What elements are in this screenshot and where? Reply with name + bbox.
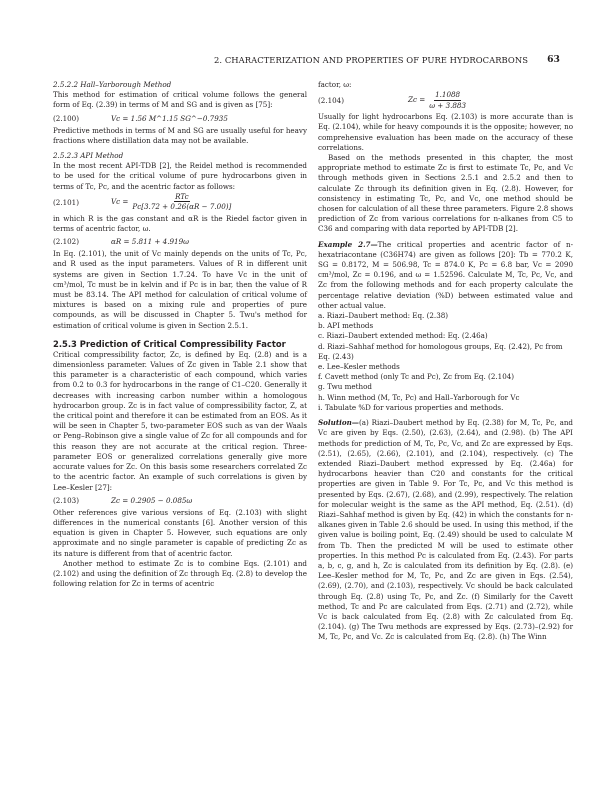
equation-number: (2.104) bbox=[318, 96, 345, 106]
paragraph-critical-compressibility: Critical compressibility factor, Zc, is defined by Eq. (2.8) and is a dimensionless parameter. Values of Zc given in Table 2.1 show that this parameter is a characteristic of each compound, which varies from 0.2 to 0.3 for hydrocarbons in the range of C1–C20. Generally it decreases with increasing carbon number within a homologous hydrocarbon group. Zc is in fact value of compressibility factor, Z, at the critical point and therefore it can be estimated from an EOS. As it will be seen in Chapter 5, two-parameter EOS such as van der Waals or Peng–Robinson give a single value of Zc for all compounds and for this reason they are not accurate at the critical region. Three-parameter EOS or generalized correlations generally give more accurate values for Zc. On this basis some researchers correlated Zc to the acentric factor. An example of such correlations is given by Lee–Kesler [27]: bbox=[53, 349, 307, 492]
list-item: f. Cavett method (only Tc and Pc), Zc from Eq. (2.104) bbox=[318, 372, 515, 382]
list-item: c. Riazi–Daubert extended method: Eq. (2.46a) bbox=[318, 331, 488, 341]
paragraph-based-on-methods: Based on the methods presented in this chapter, the most appropriate method to estimate Zc is first to estimate Tc, Pc, and Vc through methods given in Sections 2.5.1 and 2.5.2 and then to calculate Zc through its definition given in Eq. (2.8). However, for consistency in estimating Tc, Pc, and Vc, one method should be chosen for calculation of all these three parameters. Figure 2.8 shows prediction of Zc from various correlations for n-alkanes from C5 to C36 and comparing with data reported by API-TDB [2]. bbox=[318, 153, 573, 234]
paragraph-factor: factor, ω: bbox=[318, 80, 352, 89]
example-label: Example 2.7— bbox=[318, 239, 378, 249]
paragraph-api-method: In the most recent API-TDB [2], the Reidel method is recommended to be used for the critical volume of pure hydrocarbons given in terms of Tc, Pc, and the acentric factor as follows: bbox=[53, 161, 307, 191]
paragraph-riedel-factor: in which R is the gas constant and αR is the Riedel factor given in terms of acentric factor, ω. bbox=[53, 213, 307, 234]
chapter-title: 2. CHARACTERIZATION AND PROPERTIES OF PURE HYDROCARBONS bbox=[214, 55, 528, 65]
list-item: e. Lee–Kesler methods bbox=[318, 362, 400, 372]
equation-body: Zc = 0.2905 − 0.085ω bbox=[111, 495, 193, 505]
paragraph-predictive: Predictive methods in terms of M and SG are usually useful for heavy fractions where distillation data may not be available. bbox=[53, 125, 307, 145]
paragraph-usually: Usually for light hydrocarbons Eq. (2.103) is more accurate than is Eq. (2.104), while for heavy compounds it is the opposite; however, no comprehensive evaluation has been made on the accuracy of these correlations. bbox=[318, 112, 573, 152]
equation-number: (2.102) bbox=[53, 237, 80, 247]
equation-fraction bbox=[408, 90, 466, 110]
list-item: h. Winn method (M, Tc, Pc) and Hall–Yarborough for Vc bbox=[318, 392, 520, 402]
equation-body: αR = 5.811 + 4.919ω bbox=[111, 237, 189, 247]
solution-label: Solution— bbox=[318, 418, 359, 428]
solution bbox=[318, 418, 573, 642]
example-text: The critical properties and acentric factor of n-hexatriacontane (C36H74) are given as follows [20]: Tb = 770.2 K, SG = 0.8172, M = 506.98, Tc = 874.0 K, Pc = 6.8 bar, Vc = 2090 cm³/mol, Zc = 0.196, and ω = 1.52596. Calculate M, Tc, Pc, Vc, and Zc from the following methods and for each property calculate the percentage relative deviation (%D) between estimated value and other actual value. bbox=[318, 239, 573, 310]
paragraph-hall-method: This method for estimation of critical volume follows the general form of Eq. (2.39) in terms of M and SG and is given as [75]: bbox=[53, 90, 307, 110]
list-item: g. Twu method bbox=[318, 382, 372, 392]
running-header bbox=[0, 53, 604, 67]
equation-body: Vc = 1.56 M^1.15 SG^−0.7935 bbox=[111, 113, 228, 123]
equation-number: (2.100) bbox=[53, 113, 80, 123]
left-column bbox=[53, 80, 307, 589]
paragraph-units: In Eq. (2.101), the unit of Vc mainly depends on the units of Tc, Pc, and R used as the input parameters. Values of R in different unit systems are given in Section 1.7.24. To have Vc in the unit of cm³/mol, Tc must be in kelvin and if Pc is in bar, then the value of R must be 83.14. The API method for calculation of critical volume of mixtures is based on a mixing rule and properties of pure compounds, as will be discussed in Chapter 5. Twu's method for estimation of critical volume is given in Section 2.5.1. bbox=[53, 249, 307, 330]
equation-number: (2.101) bbox=[53, 197, 80, 207]
denominator: Pc[3.72 + 0.26(αR − 7.00)] bbox=[132, 202, 232, 212]
equation-lhs: Zc = bbox=[408, 95, 426, 105]
equation-2-104 bbox=[318, 90, 573, 112]
equation-fraction bbox=[111, 192, 231, 212]
example-2-7 bbox=[318, 240, 573, 311]
equation-2-100 bbox=[53, 111, 307, 126]
denominator: ω + 3.883 bbox=[429, 100, 467, 110]
example-task-list bbox=[318, 311, 573, 413]
list-item: d. Riazi–Sahhaf method for homologous groups, Eq. (2.42), Pc from Eq. (2.43) bbox=[318, 341, 563, 361]
equation-2-101 bbox=[53, 192, 307, 214]
equation-2-102 bbox=[53, 234, 307, 249]
section-heading-api-method: 2.5.2.3 API Method bbox=[53, 151, 124, 161]
section-heading-2-5-3: 2.5.3 Prediction of Critical Compressibility Factor bbox=[53, 338, 286, 349]
solution-text: (a) Riazi–Daubert method by Eq. (2.38) for M, Tc, Pc, and Vc are given by Eqs. (2.50), (2.63), (2.64), and (2.98). (b) The API methods for prediction of M, Tc, Pc, Vc, and Zc are expressed by Eqs. (2.51), (2.65), (2.66), (2.101), and (2.104), respectively. (c) The extended Riazi–Daubert method expressed by Eq. (2.46a) for hydrocarbons heavier than C20 and constants for the critical properties are given in Table 9. For Tc, Pc, and Vc this method is presented by Eqs. (2.67), (2.68), and (2.99), respectively. The relation for molecular weight is the same as the API method, Eq. (2.51). (d) Riazi–Sahhaf method is given by Eq. (42) in which the constants for n-alkanes given in Table 2.6 should be used. In using this method, if the given value is boiling point, Eq. (2.49) should be used to calculate M from Tb. Then the predicted M will be used to estimate other properties. In this method Pc is calculated from Eq. (2.43). For parts a, b, c, g, and h, Zc is calculated from its definition by Eq. (2.8). (e) Lee–Kesler method for M, Tc, Pc, and Zc are given in Eqs. (2.54), (2.69), (2.70), and (2.103), respectively. Vc should be back calculated through Eq. (2.8) using Tc, Pc, and Zc. (f) Similarly for the Cavett method, Tc and Pc are calculated from Eqs. (2.71) and (2.72), while Vc is back calculated from Eq. (2.8) with Zc calculated from Eq. (2.104). (g) The Twu methods are expressed by Eqs. (2.73)–(2.92) for M, Tc, Pc, and Vc. Zc is calculated from Eq. (2.8). (h) The Winn bbox=[318, 418, 573, 642]
equation-2-103 bbox=[53, 493, 307, 508]
numerator: 1.1088 bbox=[435, 90, 461, 100]
numerator: RTc bbox=[175, 191, 189, 201]
right-column bbox=[318, 80, 573, 643]
paragraph-another-method: Another method to estimate Zc is to combine Eqs. (2.101) and (2.102) and using the definition of Zc through Eq. (2.8) to develop the following relation for Zc in terms of acentric bbox=[53, 558, 307, 589]
paragraph-other-references: Other references give various versions of Eq. (2.103) with slight differences in the numerical constants [6]. Another version of this equation is given in Chapter 5. However, such equations are only approximate and no single parameter is capable of predicting Zc as its nature is different from that of acentric factor. bbox=[53, 507, 307, 558]
list-item: a. Riazi–Daubert method: Eq. (2.38) bbox=[318, 311, 449, 321]
list-item: b. API methods bbox=[318, 321, 374, 331]
equation-lhs: Vc = bbox=[111, 196, 129, 206]
equation-number: (2.103) bbox=[53, 495, 80, 505]
list-item: i. Tabulate %D for various properties and methods. bbox=[318, 402, 504, 412]
page-number: 63 bbox=[547, 54, 560, 65]
section-heading-hall-yarborough: 2.5.2.2 Hall–Yarborough Method bbox=[53, 80, 172, 89]
